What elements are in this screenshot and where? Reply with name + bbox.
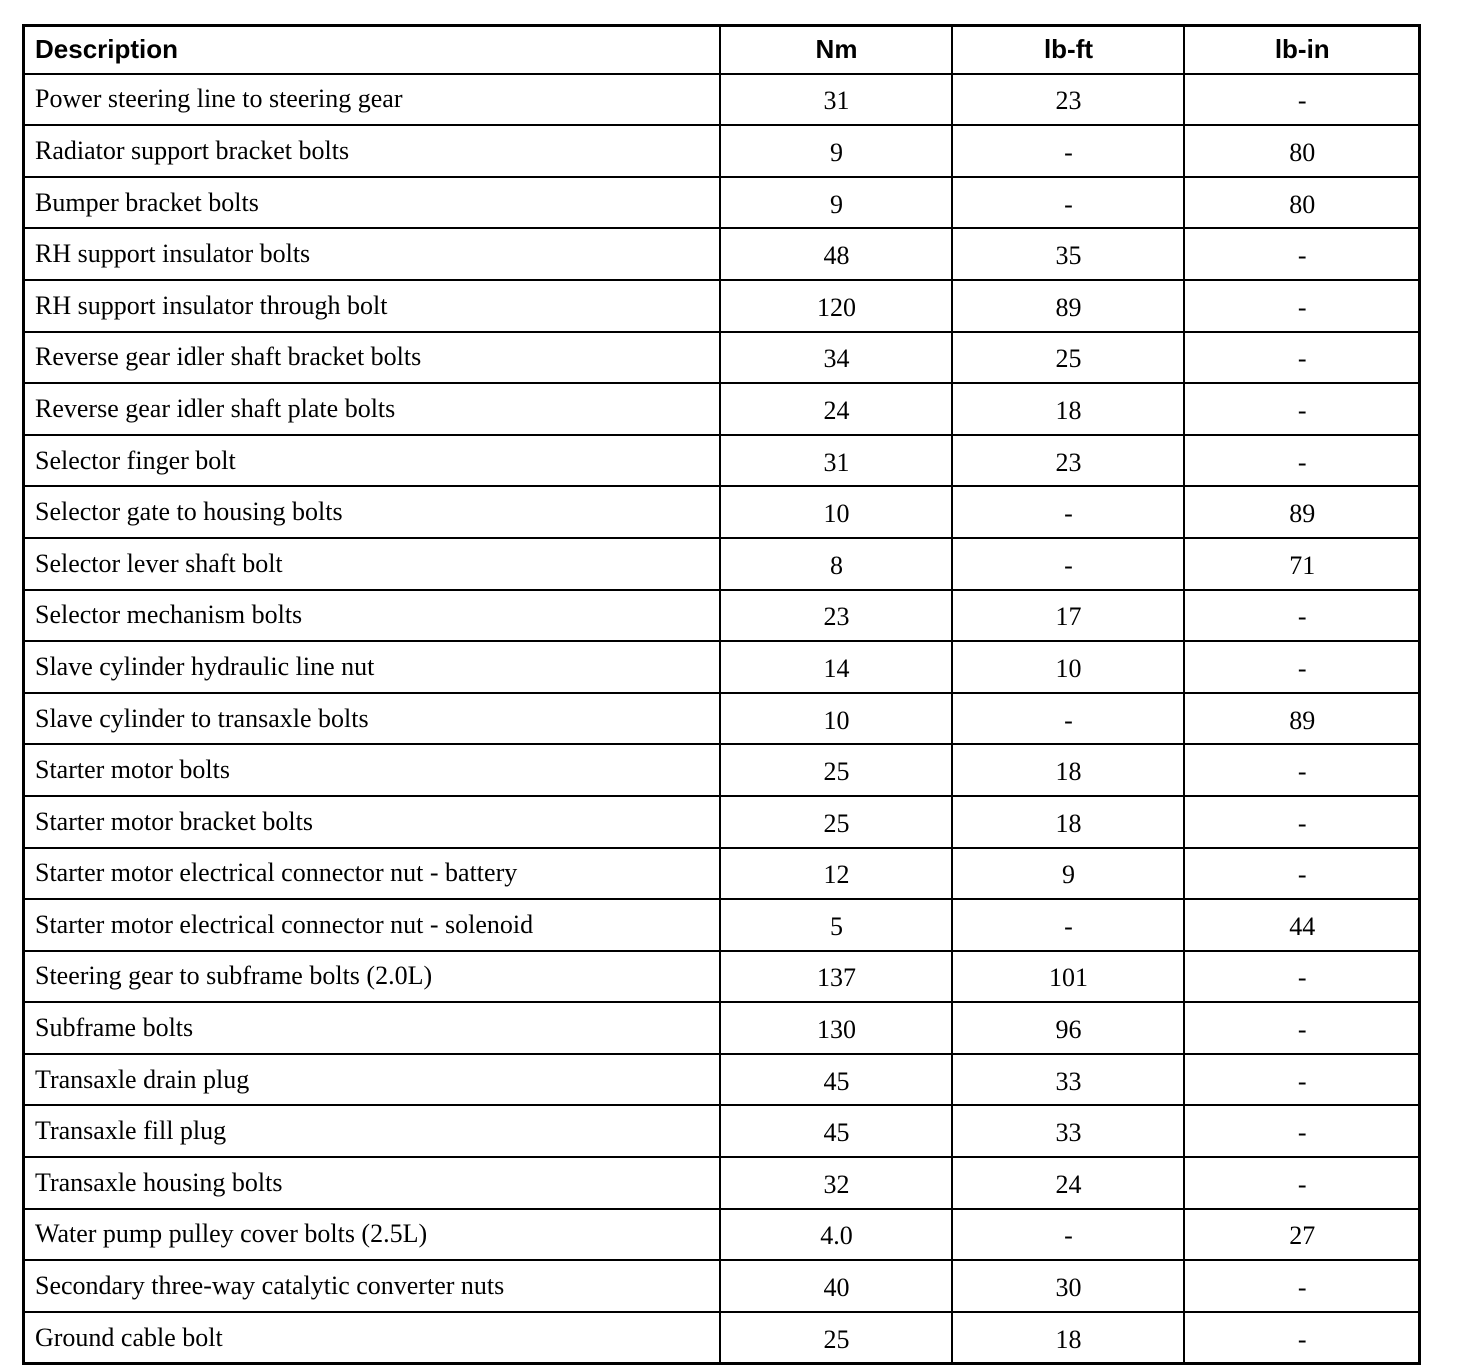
- cell-nm: 48: [720, 228, 952, 280]
- cell-description: Water pump pulley cover bolts (2.5L): [24, 1209, 720, 1261]
- table-row: [24, 1002, 1420, 1054]
- table-body: [24, 74, 1420, 1364]
- cell-description: Starter motor electrical connector nut - battery: [24, 848, 720, 900]
- cell-lb-in: -: [1184, 1260, 1420, 1312]
- cell-lb-ft: 101: [952, 951, 1184, 1003]
- cell-description: Secondary three-way catalytic converter nuts: [24, 1260, 720, 1312]
- table-row: [24, 693, 1420, 745]
- cell-nm: 12: [720, 848, 952, 900]
- cell-lb-in: -: [1184, 1105, 1420, 1157]
- cell-lb-ft: 17: [952, 590, 1184, 642]
- cell-nm: 8: [720, 538, 952, 590]
- cell-lb-in: -: [1184, 74, 1420, 126]
- cell-lb-ft: 24: [952, 1157, 1184, 1209]
- cell-lb-in: -: [1184, 1054, 1420, 1106]
- table-row: [24, 1260, 1420, 1312]
- cell-lb-in: 71: [1184, 538, 1420, 590]
- cell-lb-in: -: [1184, 280, 1420, 332]
- table-row: [24, 848, 1420, 900]
- cell-lb-ft: 35: [952, 228, 1184, 280]
- cell-nm: 9: [720, 125, 952, 177]
- cell-nm: 25: [720, 744, 952, 796]
- cell-lb-in: -: [1184, 1157, 1420, 1209]
- cell-nm: 25: [720, 1312, 952, 1364]
- table-row: [24, 486, 1420, 538]
- cell-lb-in: 80: [1184, 125, 1420, 177]
- cell-description: Radiator support bracket bolts: [24, 125, 720, 177]
- table-row: [24, 1054, 1420, 1106]
- cell-lb-in: 89: [1184, 693, 1420, 745]
- table-row: [24, 74, 1420, 126]
- cell-nm: 40: [720, 1260, 952, 1312]
- cell-description: Transaxle drain plug: [24, 1054, 720, 1106]
- cell-lb-in: 89: [1184, 486, 1420, 538]
- cell-lb-ft: 18: [952, 796, 1184, 848]
- table-row: [24, 1105, 1420, 1157]
- cell-nm: 45: [720, 1054, 952, 1106]
- cell-lb-in: -: [1184, 641, 1420, 693]
- cell-description: Starter motor electrical connector nut - solenoid: [24, 899, 720, 951]
- table-row: [24, 590, 1420, 642]
- cell-lb-in: -: [1184, 332, 1420, 384]
- cell-nm: 120: [720, 280, 952, 332]
- cell-nm: 9: [720, 177, 952, 229]
- cell-lb-in: -: [1184, 848, 1420, 900]
- table-row: [24, 641, 1420, 693]
- cell-nm: 14: [720, 641, 952, 693]
- cell-nm: 24: [720, 383, 952, 435]
- cell-lb-ft: 30: [952, 1260, 1184, 1312]
- header-description: Description: [24, 26, 720, 74]
- cell-nm: 34: [720, 332, 952, 384]
- cell-description: Subframe bolts: [24, 1002, 720, 1054]
- cell-lb-ft: 25: [952, 332, 1184, 384]
- cell-lb-in: -: [1184, 951, 1420, 1003]
- cell-lb-ft: 10: [952, 641, 1184, 693]
- cell-description: Starter motor bracket bolts: [24, 796, 720, 848]
- header-nm: Nm: [720, 26, 952, 74]
- cell-description: Selector lever shaft bolt: [24, 538, 720, 590]
- cell-description: Starter motor bolts: [24, 744, 720, 796]
- cell-lb-ft: 18: [952, 744, 1184, 796]
- cell-lb-ft: -: [952, 538, 1184, 590]
- table-row: [24, 383, 1420, 435]
- cell-nm: 4.0: [720, 1209, 952, 1261]
- cell-nm: 5: [720, 899, 952, 951]
- cell-nm: 45: [720, 1105, 952, 1157]
- cell-lb-ft: -: [952, 1209, 1184, 1261]
- cell-lb-in: -: [1184, 228, 1420, 280]
- table-row: [24, 1157, 1420, 1209]
- table-header-row: [24, 26, 1420, 74]
- cell-nm: 32: [720, 1157, 952, 1209]
- cell-lb-ft: 18: [952, 383, 1184, 435]
- cell-description: Bumper bracket bolts: [24, 177, 720, 229]
- cell-lb-in: 44: [1184, 899, 1420, 951]
- table-row: [24, 1312, 1420, 1364]
- cell-lb-in: 27: [1184, 1209, 1420, 1261]
- cell-lb-ft: 18: [952, 1312, 1184, 1364]
- table-row: [24, 177, 1420, 229]
- header-lb-in: lb-in: [1184, 26, 1420, 74]
- cell-description: RH support insulator bolts: [24, 228, 720, 280]
- table-row: [24, 796, 1420, 848]
- header-lb-ft: lb-ft: [952, 26, 1184, 74]
- table-row: [24, 228, 1420, 280]
- cell-lb-in: -: [1184, 796, 1420, 848]
- cell-description: Reverse gear idler shaft plate bolts: [24, 383, 720, 435]
- table-row: [24, 744, 1420, 796]
- cell-lb-in: -: [1184, 744, 1420, 796]
- cell-description: Slave cylinder to transaxle bolts: [24, 693, 720, 745]
- cell-lb-ft: 23: [952, 435, 1184, 487]
- cell-lb-ft: -: [952, 177, 1184, 229]
- table-row: [24, 538, 1420, 590]
- cell-nm: 137: [720, 951, 952, 1003]
- cell-lb-in: -: [1184, 383, 1420, 435]
- cell-description: Slave cylinder hydraulic line nut: [24, 641, 720, 693]
- cell-lb-ft: 89: [952, 280, 1184, 332]
- cell-lb-in: 80: [1184, 177, 1420, 229]
- cell-lb-ft: -: [952, 125, 1184, 177]
- cell-lb-ft: -: [952, 486, 1184, 538]
- cell-nm: 10: [720, 486, 952, 538]
- cell-nm: 31: [720, 435, 952, 487]
- cell-nm: 25: [720, 796, 952, 848]
- cell-description: Reverse gear idler shaft bracket bolts: [24, 332, 720, 384]
- cell-nm: 31: [720, 74, 952, 126]
- cell-nm: 10: [720, 693, 952, 745]
- cell-description: Steering gear to subframe bolts (2.0L): [24, 951, 720, 1003]
- table-row: [24, 951, 1420, 1003]
- cell-lb-ft: 96: [952, 1002, 1184, 1054]
- cell-lb-ft: 33: [952, 1105, 1184, 1157]
- table-row: [24, 280, 1420, 332]
- cell-description: Power steering line to steering gear: [24, 74, 720, 126]
- cell-lb-in: -: [1184, 1002, 1420, 1054]
- cell-lb-ft: -: [952, 899, 1184, 951]
- cell-lb-in: -: [1184, 1312, 1420, 1364]
- cell-lb-in: -: [1184, 590, 1420, 642]
- torque-specifications-table: [22, 24, 1421, 1365]
- cell-description: Ground cable bolt: [24, 1312, 720, 1364]
- table-row: [24, 1209, 1420, 1261]
- table-row: [24, 332, 1420, 384]
- cell-lb-in: -: [1184, 435, 1420, 487]
- cell-description: Selector gate to housing bolts: [24, 486, 720, 538]
- cell-description: RH support insulator through bolt: [24, 280, 720, 332]
- cell-nm: 130: [720, 1002, 952, 1054]
- cell-description: Selector mechanism bolts: [24, 590, 720, 642]
- cell-lb-ft: 23: [952, 74, 1184, 126]
- cell-lb-ft: 9: [952, 848, 1184, 900]
- table-row: [24, 899, 1420, 951]
- table-row: [24, 435, 1420, 487]
- cell-description: Selector finger bolt: [24, 435, 720, 487]
- cell-description: Transaxle fill plug: [24, 1105, 720, 1157]
- cell-nm: 23: [720, 590, 952, 642]
- cell-lb-ft: -: [952, 693, 1184, 745]
- table-row: [24, 125, 1420, 177]
- cell-description: Transaxle housing bolts: [24, 1157, 720, 1209]
- cell-lb-ft: 33: [952, 1054, 1184, 1106]
